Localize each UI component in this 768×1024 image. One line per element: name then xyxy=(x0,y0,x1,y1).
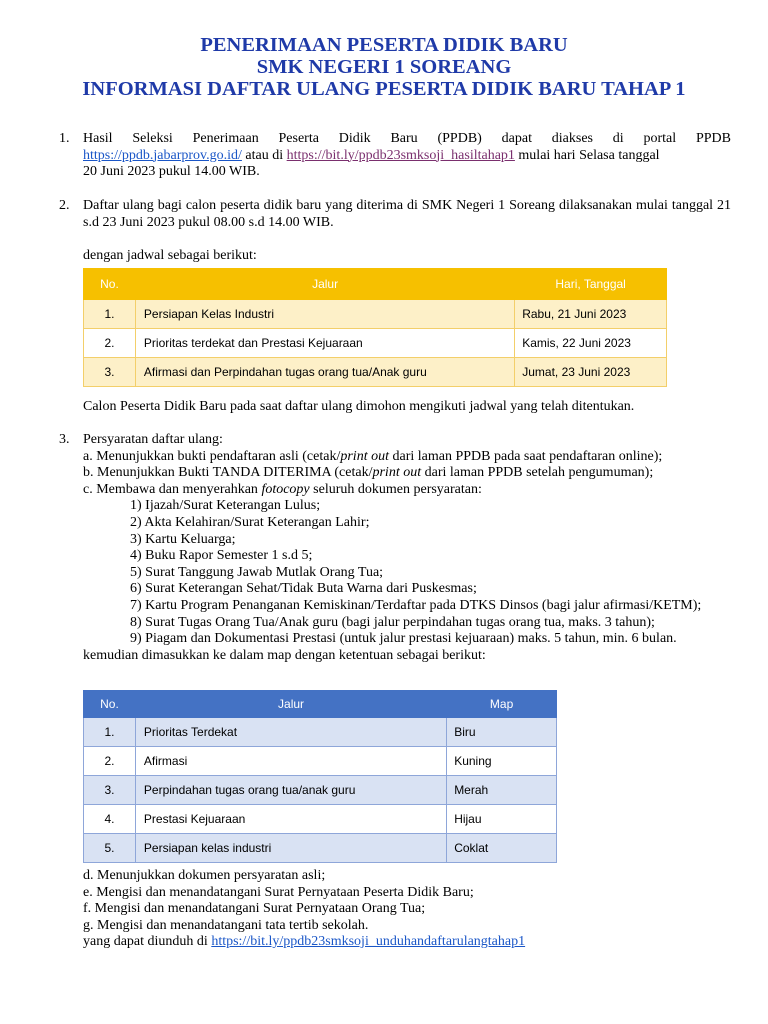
map-color: Kuning xyxy=(447,747,557,776)
requirement-g: g. Mengisi dan menandatangani tata tertib sekolah. xyxy=(83,917,369,933)
title-line-1: PENERIMAAN PESERTA DIDIK BARU xyxy=(200,34,568,56)
item-2-text: Daftar ulang bagi calon peserta didik baru yang diterima di SMK Negeri 1 Soreang dilaksanakan mulai tanggal 21 s.d 23 Juni 2023 pukul 08.00 s.d 14.00 WIB. xyxy=(83,198,731,230)
map-intro: kemudian dimasukkan ke dalam map dengan ketentuan sebagai berikut: xyxy=(83,647,486,663)
doc-item: 4) Buku Rapor Semester 1 s.d 5; xyxy=(130,548,313,564)
doc-item: 2) Akta Kelahiran/Surat Keterangan Lahir; xyxy=(130,514,370,530)
map-color: Hijau xyxy=(447,805,557,834)
table-row xyxy=(84,358,667,387)
requirement-a-italic: print out xyxy=(340,448,389,464)
title-line-3: INFORMASI DAFTAR ULANG PESERTA DIDIK BARU TAHAP 1 xyxy=(82,78,686,100)
map-jalur: Prestasi Kejuaraan xyxy=(135,805,446,834)
map-jalur: Prioritas Terdekat xyxy=(135,718,446,747)
map-jalur: Afirmasi xyxy=(135,747,446,776)
requirement-a xyxy=(83,449,731,466)
schedule-header-no: No. xyxy=(84,269,136,300)
schedule-tanggal: Rabu, 21 Juni 2023 xyxy=(515,300,667,329)
requirement-f: f. Mengisi dan menandatangani Surat Pernyataan Orang Tua; xyxy=(83,901,426,917)
table-row xyxy=(84,776,557,805)
item-3-number: 3. xyxy=(59,432,70,447)
schedule-no: 3. xyxy=(84,358,136,387)
map-no: 4. xyxy=(84,805,136,834)
schedule-note: Calon Peserta Didik Baru pada saat daftar ulang dimohon mengikuti jadwal yang telah ditentukan. xyxy=(83,399,635,414)
download-line xyxy=(83,934,731,951)
requirement-c xyxy=(83,482,731,499)
table-row xyxy=(84,747,557,776)
hasil-tahap1-link[interactable]: https://bit.ly/ppdb23smksoji_hasiltahap1 xyxy=(286,147,515,163)
table-row xyxy=(84,718,557,747)
schedule-jalur: Persiapan Kelas Industri xyxy=(135,300,514,329)
requirement-b xyxy=(83,465,731,482)
requirement-a-pre: a. Menunjukkan bukti pendaftaran asli (cetak/ xyxy=(83,448,341,464)
map-header-jalur: Jalur xyxy=(135,691,446,718)
map-header-no: No. xyxy=(84,691,136,718)
requirement-b-post: dari laman PPDB setelah pengumuman); xyxy=(421,465,654,481)
table-row xyxy=(84,805,557,834)
map-jalur: Perpindahan tugas orang tua/anak guru xyxy=(135,776,446,805)
map-header-row xyxy=(84,691,557,718)
item-1-line-3: 20 Juni 2023 pukul 14.00 WIB. xyxy=(83,164,260,180)
requirement-a-post: dari laman PPDB pada saat pendaftaran online); xyxy=(388,448,663,464)
requirement-c-post: seluruh dokumen persyaratan: xyxy=(309,481,482,497)
map-no: 5. xyxy=(84,834,136,863)
schedule-no: 2. xyxy=(84,329,136,358)
item-1-line-1: Hasil Seleksi Penerimaan Peserta Didik Baru (PPDB) dapat diakses di portal PPDB xyxy=(83,131,731,146)
schedule-jalur: Afirmasi dan Perpindahan tugas orang tua/Anak guru xyxy=(135,358,514,387)
table-row xyxy=(84,834,557,863)
requirement-c-italic: fotocopy xyxy=(261,481,310,497)
map-no: 2. xyxy=(84,747,136,776)
table-row xyxy=(84,329,667,358)
download-link[interactable]: https://bit.ly/ppdb23smksoji_unduhandaftarulangtahap1 xyxy=(211,934,526,950)
doc-item: 1) Ijazah/Surat Keterangan Lulus; xyxy=(130,498,321,514)
item-1-mid: atau di xyxy=(241,147,287,163)
map-no: 1. xyxy=(84,718,136,747)
item-3 xyxy=(83,432,731,664)
map-jalur: Persiapan kelas industri xyxy=(135,834,446,863)
item-1-tail: mulai hari Selasa tanggal xyxy=(514,147,660,163)
schedule-intro: dengan jadwal sebagai berikut: xyxy=(83,248,257,263)
schedule-jalur: Prioritas terdekat dan Prestasi Kejuaraan xyxy=(135,329,514,358)
map-color: Merah xyxy=(447,776,557,805)
map-header-map: Map xyxy=(447,691,557,718)
doc-item: 3) Kartu Keluarga; xyxy=(130,531,236,547)
requirement-c-pre: c. Membawa dan menyerahkan xyxy=(83,481,262,497)
requirements-title: Persyaratan daftar ulang: xyxy=(83,432,223,447)
schedule-header-tanggal: Hari, Tanggal xyxy=(515,269,667,300)
schedule-table xyxy=(83,268,667,387)
item-1-line-2 xyxy=(83,148,731,165)
map-table xyxy=(83,690,557,863)
closing-steps xyxy=(83,868,731,951)
table-row xyxy=(84,300,667,329)
title-line-2: SMK NEGERI 1 SOREANG xyxy=(256,56,512,78)
schedule-tanggal: Kamis, 22 Juni 2023 xyxy=(515,329,667,358)
document-title xyxy=(0,34,768,100)
item-2-number: 2. xyxy=(59,198,70,213)
map-no: 3. xyxy=(84,776,136,805)
item-1-number: 1. xyxy=(59,131,70,146)
download-pre: yang dapat diunduh di xyxy=(83,934,212,950)
schedule-no: 1. xyxy=(84,300,136,329)
doc-item: 6) Surat Keterangan Sehat/Tidak Buta Warna dari Puskesmas; xyxy=(130,581,477,597)
requirement-b-italic: print out xyxy=(372,465,422,481)
map-color: Biru xyxy=(447,718,557,747)
doc-item: 8) Surat Tugas Orang Tua/Anak guru (bagi jalur perpindahan tugas orang tua, maks. 3 tahun); xyxy=(130,614,655,630)
schedule-header-row xyxy=(84,269,667,300)
ppdb-portal-link[interactable]: https://ppdb.jabarprov.go.id/ xyxy=(83,147,242,163)
schedule-header-jalur: Jalur xyxy=(135,269,514,300)
requirement-d: d. Menunjukkan dokumen persyaratan asli; xyxy=(83,868,326,883)
doc-item: 5) Surat Tanggung Jawab Mutlak Orang Tua; xyxy=(130,564,384,580)
requirement-b-pre: b. Menunjukkan Bukti TANDA DITERIMA (cetak/ xyxy=(83,465,373,481)
doc-item: 9) Piagam dan Dokumentasi Prestasi (untuk jalur prestasi kejuaraan) maks. 5 tahun, min. 6 bulan. xyxy=(130,631,677,647)
map-color: Coklat xyxy=(447,834,557,863)
item-1 xyxy=(83,131,731,181)
doc-item: 7) Kartu Program Penanganan Kemiskinan/Terdaftar pada DTKS Dinsos (bagi jalur afirmasi/KETM); xyxy=(130,597,702,613)
schedule-tanggal: Jumat, 23 Juni 2023 xyxy=(515,358,667,387)
requirement-e: e. Mengisi dan menandatangani Surat Pernyataan Peserta Didik Baru; xyxy=(83,884,474,900)
